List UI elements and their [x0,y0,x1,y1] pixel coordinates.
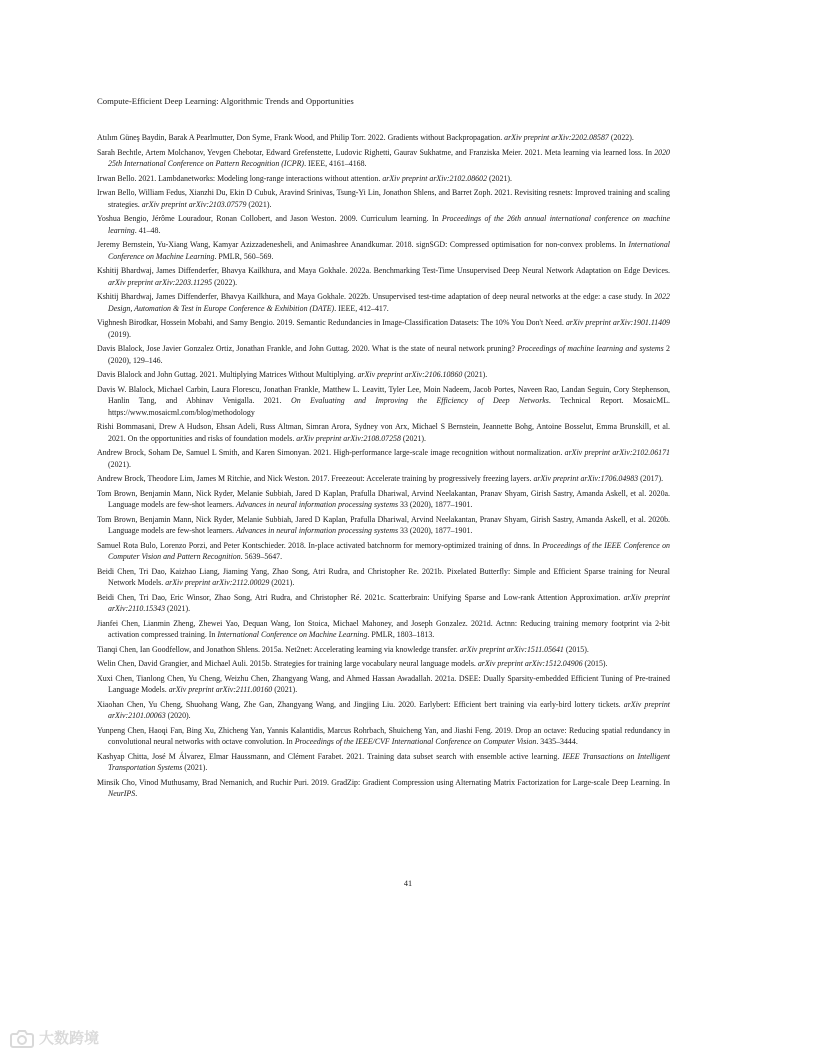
reference-body: Davis Blalock, Jose Javier Gonzalez Ortiz, Jonathan Frankle, and John Guttag. 2020. What is the state of neural network pruning? [97,344,518,353]
reference-tail: . Technical Report. MosaicML. https://www.mosaicml.com/blog/methodology [108,396,670,417]
reference-tail: (2019). [108,329,132,339]
reference-entry [97,566,670,589]
reference-body: Tianqi Chen, Ian Goodfellow, and Jonathon Shlens. 2015a. Net2net: Accelerating learning via knowledge transfer. [97,644,460,654]
reference-venue: 2022 Design, Automation & Test in Europe Conference & Exhibition (DATE) [108,292,670,313]
reference-entry [97,488,670,511]
reference-venue: Advances in neural information processing systems [235,500,399,509]
reference-body: Jianfei Chen, Lianmin Zheng, Zhewei Yao, Dequan Wang, Ion Stoica, Michael Mahoney, and Joseph Gonzalez. 2021d. Actnn: Reducing training memory footprint via 2-bit activation compressed training. In [97,618,670,639]
reference-body: Kashyap Chitta, José M Álvarez, Elmar Haussmann, and Clément Farabet. 2021. Training data subset search with ensemble active learning. [97,751,563,761]
reference-entry [97,751,670,774]
reference-tail: (2015). [563,644,589,654]
reference-body: Minsik Cho, Vinod Muthusamy, Brad Nemanich, and Ruchir Puri. 2019. GradZip: Gradient Compression using Alternating Matrix Factorization for Large-scale Deep Learning. In [97,777,670,787]
reference-venue: arXiv preprint arXiv:2106.10860 [357,370,463,379]
reference-tail: (2021). [272,685,298,694]
reference-tail: (2021). [108,459,132,469]
reference-body: Rishi Bommasani, Drew A Hudson, Ehsan Adeli, Russ Altman, Simran Arora, Sydney von Arx, Michael S Bernstein, Jeannette Bohg, Antoine Bosselut, Emma Brunskill, et al. 2021. On the opportunities and risks of foundation models. [97,422,670,443]
reference-body: Davis Blalock and John Guttag. 2021. Multiplying Matrices Without Multiplying. [97,370,358,379]
reference-entry [97,173,670,185]
reference-body: Kshitij Bhardwaj, James Diffenderfer, Bhavya Kailkhura, and Maya Gokhale. 2022b. Unsupervised test-time adaptation of deep neural networks at the edge: a case study. In [97,292,655,301]
reference-body: Andrew Brock, Theodore Lim, James M Ritchie, and Nick Weston. 2017. Freezeout: Accelerate training by progressively freezing layers. [97,474,534,483]
reference-tail: . 5639–5647. [240,552,283,561]
reference-entry [97,514,670,537]
reference-entry [97,725,670,748]
reference-entry [97,132,670,144]
reference-venue: arXiv preprint arXiv:1901.11409 [565,318,670,327]
reference-venue: NeurIPS [108,789,136,798]
reference-tail: (2017). [638,474,664,483]
reference-body: Atılım Güneş Baydin, Barak A Pearlmutter, Don Syme, Frank Wood, and Philip Torr. 2022. Gradients without Backpropagation. [97,133,505,142]
reference-tail: (2020). [165,711,191,720]
reference-entry [97,658,670,670]
reference-body: Tom Brown, Benjamin Mann, Nick Ryder, Melanie Subbiah, Jared D Kaplan, Prafulla Dhariwal, Arvind Neelakantan, Pranav Shyam, Girish Sastry, Amanda Askell, et al. 2020b. Language models are few-shot learners. [97,514,670,535]
reference-venue: Proceedings of the IEEE/CVF International Conference on Computer Vision [294,737,537,746]
reference-tail: (2021). [269,578,295,587]
reference-venue: arXiv preprint arXiv:2202.08587 [504,133,609,142]
reference-body: Davis W. Blalock, Michael Carbin, Laura Florescu, Jonathan Frankle, Matthew L. Leavitt, Tyler Lee, Moin Nadeem, Jacob Portes, Naveen Rao, Landan Seguin, Cory Stephenson, Hanlin Tang, and Abhinav Venigalla. 2021. [97,384,670,405]
camera-logo-icon [9,1028,35,1048]
reference-body: Kshitij Bhardwaj, James Diffenderfer, Bhavya Kailkhura, and Maya Gokhale. 2022a. Benchmarking Test-Time Unsupervised Deep Neural Network Adaptation on Edge Devices. [97,266,670,275]
reference-venue: International Conference on Machine Learning [108,240,670,261]
reference-venue: Proceedings of the IEEE Conference on Computer Vision and Pattern Recognition [108,540,670,561]
reference-tail: . PMLR, 1803–1813. [367,630,435,639]
reference-entry [97,592,670,615]
reference-entry [97,777,670,800]
reference-tail: (2021). [165,604,191,613]
reference-body: Sarah Bechtle, Artem Molchanov, Yevgen Chebotar, Edward Grefenstette, Ludovic Righetti, Gaurav Sukhatme, and Franziska Meier. 2021. Meta learning via learned loss. In [97,147,655,157]
reference-body: Beidi Chen, Tri Dao, Eric Winsor, Zhao Song, Atri Rudra, and Christopher Ré. 2021c. Scatterbrain: Unifying Sparse and Low-rank Attention Approximation. [97,592,624,602]
reference-venue: Advances in neural information processing systems [235,526,399,535]
reference-venue: arXiv preprint arXiv:2108.07258 [296,433,401,443]
reference-tail: (2021). [246,199,272,209]
reference-body: Xiaohan Chen, Yu Cheng, Shuohang Wang, Zhe Gan, Zhangyang Wang, and Jingjing Liu. 2020. Earlybert: Efficient bert training via early-bird lottery tickets. [97,699,624,709]
reference-tail: (2022). [608,133,634,142]
reference-entry [97,265,670,288]
reference-venue: arXiv preprint arXiv:2112.00029 [165,578,270,587]
watermark [9,1027,99,1048]
reference-body: Jeremy Bernstein, Yu-Xiang Wang, Kamyar Azizzadenesheli, and Animashree Anandkumar. 2018. signSGD: Compressed optimisation for non-convex problems. In [97,240,629,249]
reference-entry [97,147,670,170]
reference-entry [97,699,670,722]
reference-body: Yoshua Bengio, Jérôme Louradour, Ronan Collobert, and Jason Weston. 2009. Curriculum learning. In [97,214,442,223]
reference-venue: arXiv preprint arXiv:2101.00063 [108,699,670,720]
reference-tail: . IEEE, 4161–4168. [304,159,367,168]
reference-entry [97,187,670,210]
reference-body: Irwan Bello, William Fedus, Xianzhi Du, Ekin D Cubuk, Aravind Srinivas, Tsung-Yi Lin, Jonathon Shlens, and Barret Zoph. 2021. Revisiting resnets: Improved training and scaling strategies. [97,188,670,209]
reference-entry [97,291,670,314]
reference-list [97,132,670,803]
reference-tail: 2 (2020), 129–146. [108,344,671,365]
reference-venue: arXiv preprint arXiv:1512.04906 [477,659,583,668]
reference-entry [97,343,670,366]
reference-body: Tom Brown, Benjamin Mann, Nick Ryder, Melanie Subbiah, Jared D Kaplan, Prafulla Dhariwal, Arvind Neelakantan, Pranav Shyam, Girish Sastry, Amanda Askell, et al. 2020a. Language models are few-shot learners. [97,488,670,509]
reference-tail: . IEEE, 412–417. [334,303,389,313]
reference-tail: (2015). [582,659,608,668]
reference-entry [97,384,670,419]
reference-tail: (2021). [462,370,488,379]
reference-entry [97,447,670,470]
reference-tail: 33 (2020), 1877–1901. [398,526,473,535]
reference-body: Andrew Brock, Soham De, Samuel L Smith, and Karen Simonyan. 2021. High-performance large-scale image recognition without normalization. [97,448,565,457]
reference-tail: (2022). [212,277,238,287]
reference-body: Yunpeng Chen, Haoqi Fan, Bing Xu, Zhicheng Yan, Yannis Kalantidis, Marcus Rohrbach, Shuicheng Yan, and Jiashi Feng. 2019. Drop an octave: Reducing spatial redundancy in convolutional neural networks with octave convolution. In [97,725,670,746]
page-number: 41 [403,879,413,888]
reference-venue: arXiv preprint arXiv:1706.04983 [533,474,639,483]
reference-venue: arXiv preprint arXiv:2102.06171 [564,448,670,457]
reference-venue: IEEE Transactions on Intelligent Transportation Systems [108,751,670,772]
reference-tail: . 3435–3444. [536,737,578,746]
reference-entry [97,473,670,485]
reference-entry [97,213,670,236]
reference-tail: . 41–48. [134,225,161,235]
reference-tail: . [135,789,138,798]
running-header: Compute-Efficient Deep Learning: Algorithmic Trends and Opportunities [97,96,354,106]
reference-tail: 33 (2020), 1877–1901. [398,500,473,509]
reference-entry [97,644,670,656]
reference-venue: arXiv preprint arXiv:2110.15343 [108,592,670,613]
reference-venue: arXiv preprint arXiv:2102.08602 [382,173,488,183]
reference-tail: . PMLR, 560–569. [214,251,274,261]
reference-venue: Proceedings of the 26th annual international conference on machine learning [108,214,670,235]
reference-venue: arXiv preprint arXiv:2203.11295 [108,277,213,287]
reference-tail: (2021). [182,763,208,772]
reference-entry [97,421,670,444]
reference-venue: International Conference on Machine Learning [217,630,368,639]
reference-venue: arXiv preprint arXiv:1511.05641 [459,644,564,654]
reference-venue: arXiv preprint arXiv:2111.00160 [168,685,273,694]
reference-body: Samuel Rota Bulo, Lorenzo Porzi, and Peter Kontschieder. 2018. In-place activated batchnorm for memory-optimized training of dnns. In [97,540,543,550]
reference-entry [97,673,670,696]
reference-venue: On Evaluating and Improving the Efficiency of Deep Networks [291,396,549,405]
reference-entry [97,618,670,641]
reference-tail: (2021). [400,433,426,443]
reference-entry [97,317,670,340]
reference-venue: arXiv preprint arXiv:2103.07579 [141,199,247,209]
reference-venue: 2020 25th International Conference on Pattern Recognition (ICPR) [108,147,670,168]
watermark-text: 大数跨境 [39,1029,100,1047]
reference-body: Irwan Bello. 2021. Lambdanetworks: Modeling long-range interactions without attention. [97,173,383,183]
reference-body: Welin Chen, David Grangier, and Michael Auli. 2015b. Strategies for training large vocabulary neural language models. [97,659,478,668]
reference-body: Vighnesh Birodkar, Hossein Mobahi, and Samy Bengio. 2019. Semantic Redundancies in Image-Classification Datasets: The 10% You Don't Need. [97,318,566,327]
reference-venue: Proceedings of machine learning and systems [517,344,664,353]
reference-body: Xuxi Chen, Tianlong Chen, Yu Cheng, Weizhu Chen, Zhangyang Wang, and Ahmed Hassan Awadallah. 2021a. DSEE: Dually Sparsity-embedded Efficient Tuning of Pre-trained Language Models. [97,673,670,694]
reference-entry [97,369,670,381]
reference-tail: (2021). [487,173,512,183]
reference-entry [97,239,670,262]
reference-entry [97,540,670,563]
reference-body: Beidi Chen, Tri Dao, Kaizhao Liang, Jiaming Yang, Zhao Song, Atri Rudra, and Christopher Re. 2021b. Pixelated Butterfly: Simple and Efficient Sparse training for Neural Network Models. [97,566,670,587]
